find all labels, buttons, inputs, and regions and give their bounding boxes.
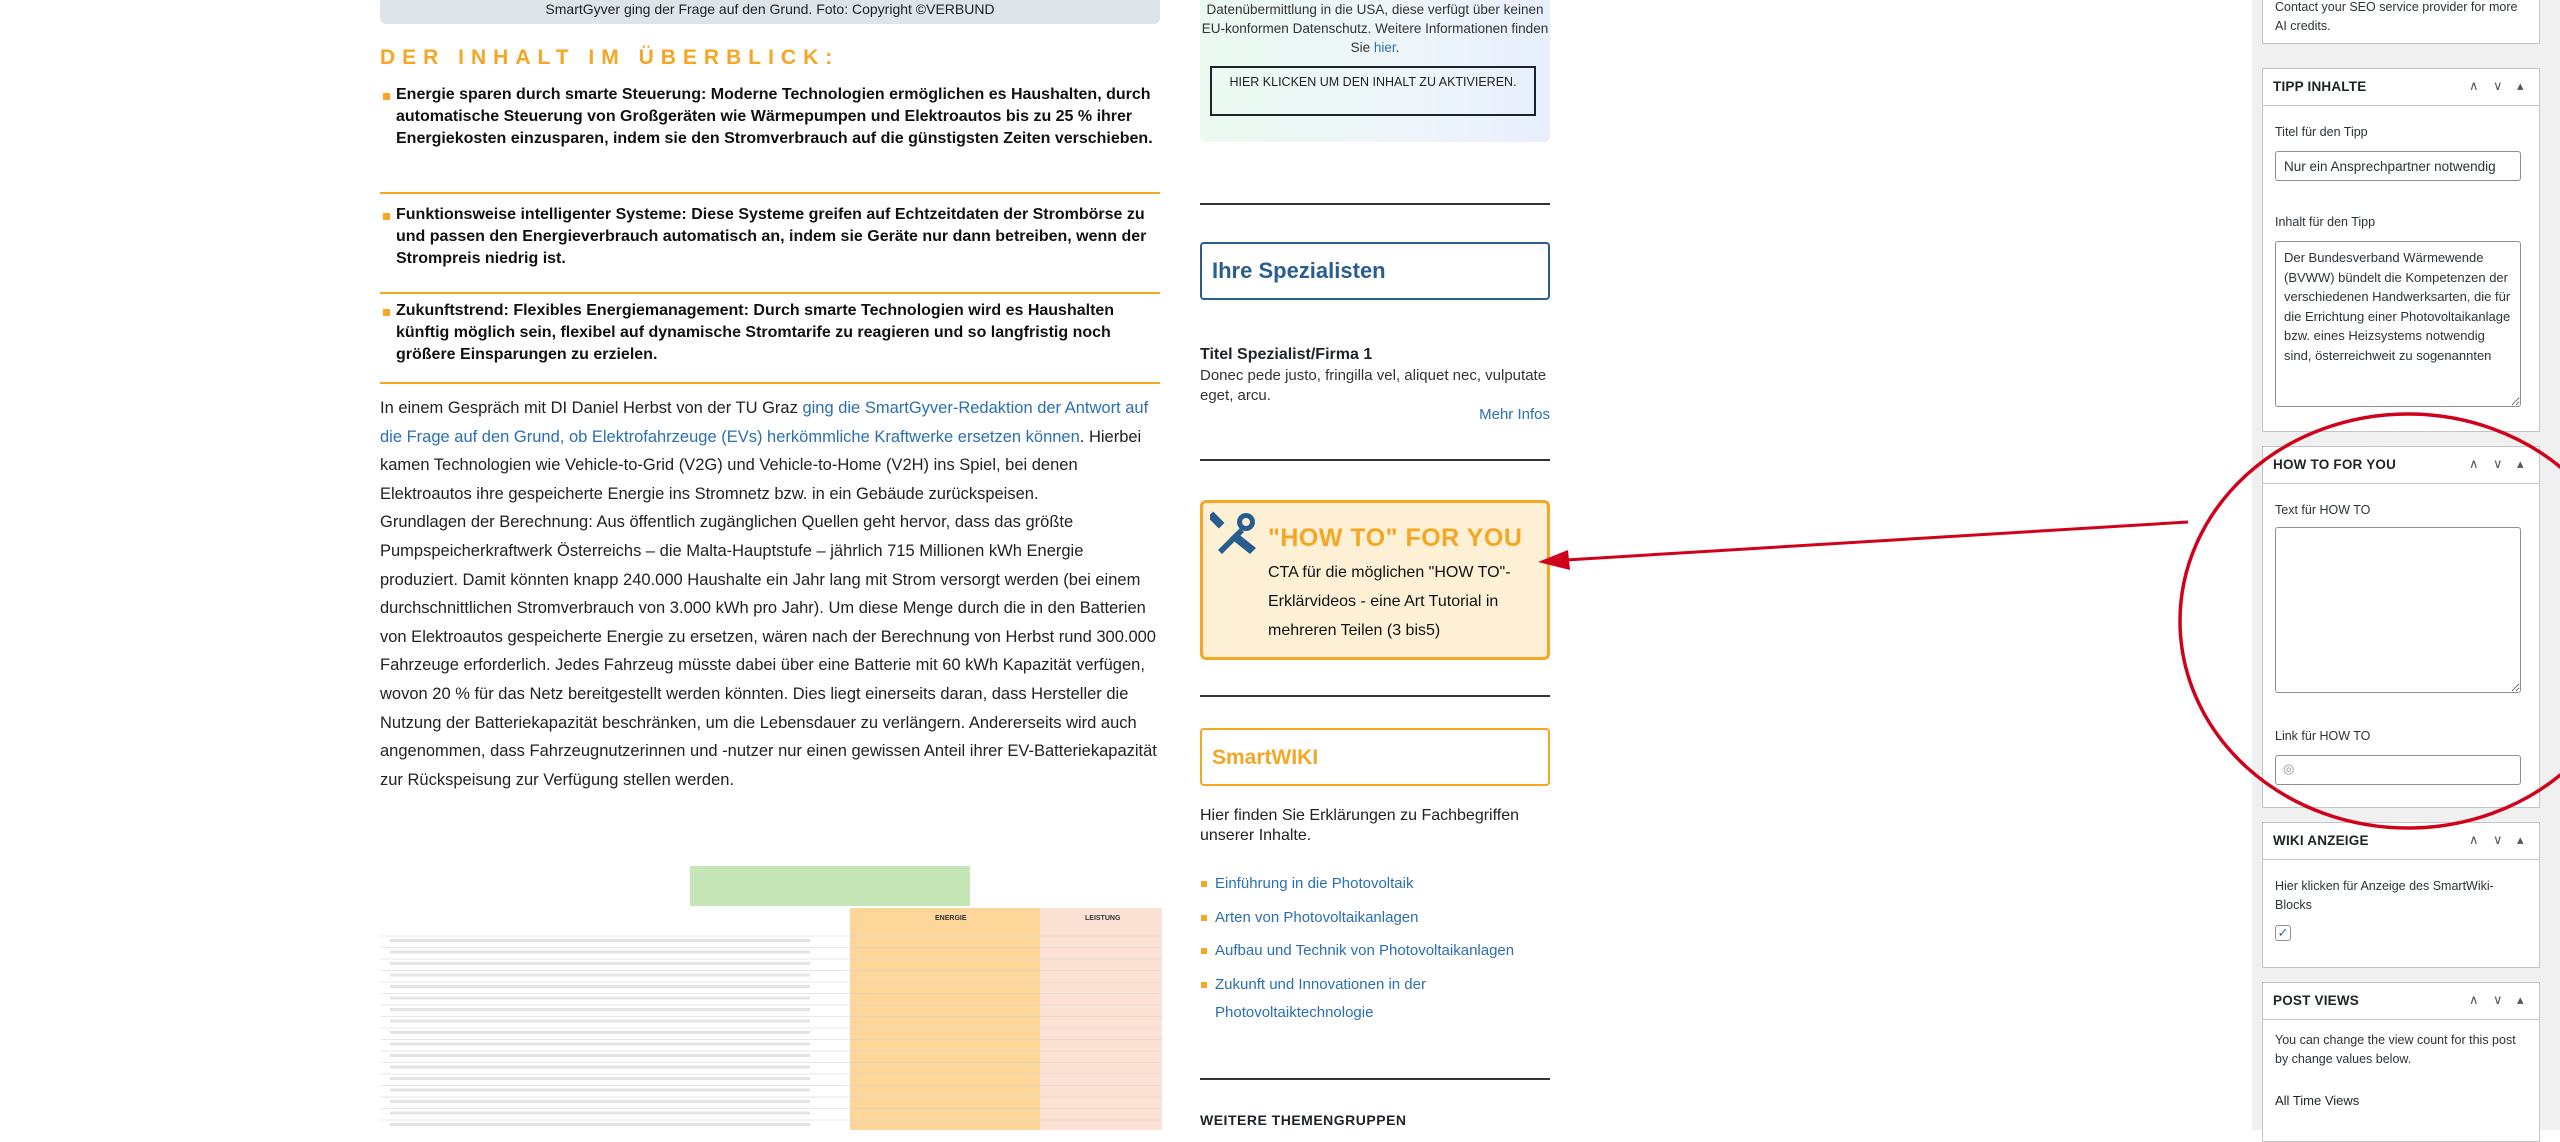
- consent-text: Datenübermittlung in die USA, diese verfügt über keinen EU-konformen Datenschutz. Weitere Informationen finden Sie hier.: [1201, 2, 1549, 55]
- globe-icon: ◎: [2283, 761, 2295, 776]
- chevron-up-icon[interactable]: ∧: [2469, 78, 2479, 93]
- article-link[interactable]: ging die SmartGyver-Redaktion der Antwort auf die Frage auf den Grund, ob Elektrofahrzeuge (EVs) herkömmliche Kraftwerke ersetzen können: [380, 399, 1149, 446]
- howto-title: "HOW TO" FOR YOU: [1268, 524, 1523, 552]
- specialist-name: Titel Spezialist/Firma 1: [1200, 346, 1373, 363]
- smartwiki-description: Hier finden Sie Erklärungen zu Fachbegriffen unserer Inhalte.: [1200, 807, 1519, 844]
- table-header-leistung: LEISTUNG: [1085, 915, 1121, 922]
- all-time-views-label: All Time Views: [2275, 1093, 2360, 1108]
- overview-title: DER INHALT IM ÜBERBLICK:: [380, 46, 840, 69]
- tipp-title-label: Titel für den Tipp: [2275, 125, 2368, 139]
- paragraph-1: In einem Gespräch mit DI Daniel Herbst von der TU Graz ging die SmartGyver-Redaktion der Antwort auf die Frage auf den Grund, ob Elektrofahrzeuge (EVs) herkömmliche Kraftwerke ersetzen können. Hierbei kamen Technologien wie Vehicle-to-Grid (V2G) und Vehicle-to-Home (V2H) ins Spiel, bei denen Elektroautos ihre gespeicherte Energie ins Stromnetz bzw. in ein Gebäude zurückspeisen.: [380, 399, 1149, 503]
- chevron-down-icon[interactable]: ∨: [2493, 832, 2503, 847]
- annotation-circle: [2180, 414, 2560, 828]
- tipp-content-label: Inhalt für den Tipp: [2275, 215, 2376, 229]
- chevron-down-icon[interactable]: ∨: [2493, 992, 2503, 1007]
- overview-bullet-3: Zukunftstrend: Flexibles Energiemanagement: Durch smarte Technologien wird es Haushalten künftig möglich sein, flexibel auf dynamische Stromtarife zu reagieren und so langfristig noch größere Einsparungen zu erzielen.: [380, 300, 1160, 384]
- wiki-display-description: Hier klicken für Anzeige des SmartWiki-Blocks: [2275, 879, 2494, 912]
- toggle-panel-icon[interactable]: ▴: [2517, 78, 2524, 93]
- specialists-title: Ihre Spezialisten: [1212, 258, 1386, 283]
- more-topics-heading: WEITERE THEMENGRUPPEN: [1200, 1112, 1407, 1128]
- wiki-display-checkbox[interactable]: ✓: [2275, 925, 2291, 941]
- chevron-down-icon[interactable]: ∨: [2493, 78, 2503, 93]
- panel-title: HOW TO FOR YOU: [2273, 457, 2397, 472]
- table-header-energie: ENERGIE: [935, 915, 967, 922]
- activate-content-button[interactable]: HIER KLICKEN UM DEN INHALT ZU AKTIVIEREN.: [1210, 66, 1536, 116]
- image-caption: SmartGyver ging der Frage auf den Grund. Foto: Copyright ©VERBUND: [380, 0, 1160, 24]
- chevron-up-icon[interactable]: ∧: [2469, 832, 2479, 847]
- howto-description: CTA für die möglichen "HOW TO"-Erklärvideos - eine Art Tutorial in mehreren Teilen (3 bis5): [1268, 564, 1511, 639]
- wiki-link-item[interactable]: Aufbau und Technik von Photovoltaikanlagen: [1200, 937, 1550, 966]
- howto-text-label: Text für HOW TO: [2275, 503, 2371, 517]
- specialist-description: Donec pede justo, fringilla vel, aliquet nec, vulputate eget, arcu.: [1200, 367, 1547, 404]
- overview-bullet-2: Funktionsweise intelligenter Systeme: Diese Systeme greifen auf Echtzeitdaten der Strombörse zu und passen den Energieverbrauch automatisch an, indem sie Geräte nur dann betreiben, wenn der Strompreis niedrig ist.: [380, 204, 1160, 294]
- toggle-panel-icon[interactable]: ▴: [2517, 832, 2524, 847]
- chevron-up-icon[interactable]: ∧: [2469, 456, 2479, 471]
- panel-title: POST VIEWS: [2273, 993, 2360, 1008]
- wiki-link-item[interactable]: Arten von Photovoltaikanlagen: [1200, 904, 1550, 933]
- specialist-more-link[interactable]: Mehr Infos: [1479, 406, 1550, 423]
- post-views-description: You can change the view count for this post by change values below.: [2275, 1033, 2516, 1066]
- toggle-panel-icon[interactable]: ▴: [2517, 456, 2524, 471]
- annotation-arrowhead: [1538, 550, 1570, 570]
- howto-link-label: Link für HOW TO: [2275, 729, 2371, 743]
- smartwiki-title: SmartWIKI: [1212, 746, 1319, 769]
- wiki-link-item[interactable]: Zukunft und Innovationen in der Photovoltaiktechnologie: [1200, 971, 1550, 1028]
- toggle-panel-icon[interactable]: ▴: [2517, 992, 2524, 1007]
- seo-credits-text: Contact your SEO service provider for more AI credits.: [2275, 0, 2518, 33]
- panel-title: WIKI ANZEIGE: [2273, 833, 2369, 848]
- consent-info-link[interactable]: hier: [1373, 40, 1396, 55]
- wiki-link-item[interactable]: Einführung in die Photovoltaik: [1200, 870, 1550, 899]
- chevron-down-icon[interactable]: ∨: [2493, 456, 2503, 471]
- overview-bullet-1: Energie sparen durch smarte Steuerung: Moderne Technologien ermöglichen es Haushalten, durch automatische Steuerung von Großgeräten wie Wärmepumpen und Elektroautos bis zu 25 % ihrer Energiekosten einzusparen, indem sie den Stromverbrauch auf die günstigsten Zeiten verschieben.: [380, 84, 1160, 194]
- chevron-up-icon[interactable]: ∧: [2469, 992, 2479, 1007]
- panel-title: TIPP INHALTE: [2273, 79, 2367, 94]
- paragraph-2: Grundlagen der Berechnung: Aus öffentlich zugänglichen Quellen geht hervor, dass das größte Pumpspeicherkraftwerk Österreichs – die Malta-Hauptstufe – jährlich 715 Millionen kWh Energie produziert. Damit könnten knapp 240.000 Haushalte ein Jahr lang mit Strom versorgt werden (bei einem durchschnittlichen Stromverbrauch von 3.000 kWh pro Jahr). Um diese Menge durch die in den Batterien von Elektroautos gespeicherte Energie zu ersetzen, wären nach der Berechnung von Herbst rund 300.000 Fahrzeuge erforderlich. Jedes Fahrzeug müsste dabei über eine Batterie mit 60 kWh Kapazität verfügen, wovon 20 % für das Netz bereitgestellt werden könnten. Dies liegt einerseits daran, dass Hersteller die Nutzung der Batteriekapazität beschränken, um die Lebensdauer zu verlängern. Andererseits wird auch angenommen, dass Fahrzeugnutzerinnen und -nutzer nur einen gewissen Anteil ihrer EV-Batteriekapazität zur Rückspeisung zur Verfügung stellen werden.: [380, 513, 1157, 789]
- annotation-arrow-line: [1566, 522, 2188, 560]
